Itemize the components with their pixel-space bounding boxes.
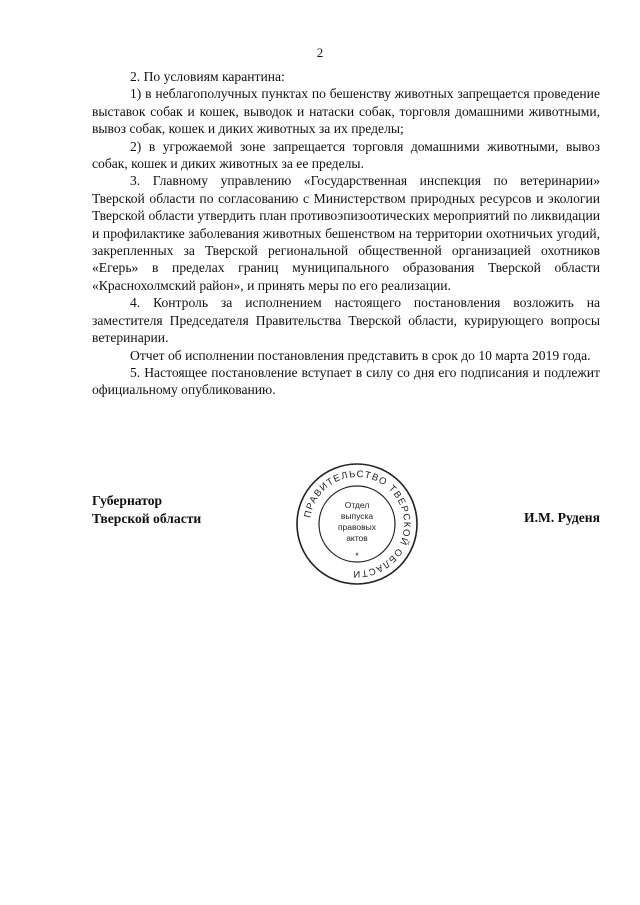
- signatory-title-line2: Тверской области: [92, 511, 202, 526]
- body-text: [92, 68, 600, 399]
- paragraph-report: Отчет об исполнении постановления представить в срок до 10 марта 2019 года.: [130, 347, 591, 363]
- stamp-ring-text: ПРАВИТЕЛЬСТВО ТВЕРСКОЙ ОБЛАСТИ: [302, 468, 413, 580]
- signatory-title: [92, 492, 201, 528]
- paragraph-3: 3. Главному управлению «Государственная инспекция по ветеринарии» Тверской области по согласованию с Министерством природных ресурсов и экологии Тверской области утвердить план противоэпизоотических мероприятий по ликвидации и профилактике заболевания животных бешенством на территории охотничьих угодий, закрепленных за Тверской региональной общественной организацией охотников «Егерь» в пределах границ муниципального образования Тверской области «Краснохолмский район», и принять меры по его реализации.: [92, 173, 600, 293]
- signatory-title-line1: Губернатор: [92, 493, 163, 508]
- paragraph-quarantine-heading: 2. По условиям карантина:: [130, 69, 285, 84]
- official-stamp: [294, 461, 420, 587]
- stamp-star-icon: *: [355, 551, 359, 561]
- stamp-center-line1: Отдел: [344, 500, 370, 510]
- stamp-center-line3: правовых: [337, 522, 377, 532]
- signatory-name: И.М. Руденя: [524, 510, 600, 525]
- page-number: 2: [316, 45, 324, 60]
- stamp-center-line4: актов: [346, 533, 368, 543]
- paragraph-4: 4. Контроль за исполнением настоящего постановления возложить на заместителя Председателя Правительства Тверской области, курирующего вопросы ветеринарии.: [92, 295, 600, 346]
- paragraph-item-1: 1) в неблагополучных пунктах по бешенству животных запрещается проведение выставок собак и кошек, выводок и натаски собак, торговля домашними животными, вывоз собак, кошек и диких животных за их пределы;: [92, 86, 600, 137]
- paragraph-5: 5. Настоящее постановление вступает в силу со дня его подписания и подлежит официальному опубликованию.: [92, 364, 600, 398]
- stamp-center-line2: выпуска: [340, 511, 374, 521]
- paragraph-item-2: 2) в угрожаемой зоне запрещается торговля домашними животными, вывоз собак, кошек и диких животных за ее пределы.: [92, 138, 600, 172]
